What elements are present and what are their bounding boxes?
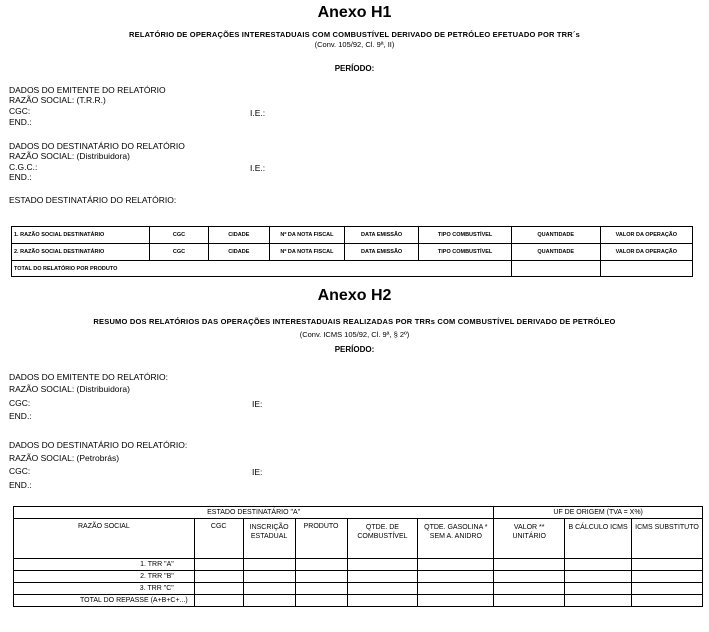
h1-cell-data: DATA EMISSÃO (344, 244, 419, 261)
h1-table-row (12, 227, 693, 244)
h1-emitente-razao: RAZÃO SOCIAL: (T.R.R.) (9, 95, 106, 105)
h2-destinatario-heading: DADOS DO DESTINATÁRIO DO RELATÓRIO: (9, 440, 188, 450)
h2-emitente-razao: RAZÃO SOCIAL: (Distribuidora) (9, 384, 130, 394)
h1-cell-razao: 1. RAZÃO SOCIAL DESTINATÁRIO (12, 227, 150, 244)
h2-header-inscricao: INSCRIÇÃO ESTADUAL (243, 519, 295, 559)
h2-periodo: PERÍODO: (334, 345, 375, 354)
h2-header-razao: RAZÃO SOCIAL (14, 519, 195, 559)
h2-destinatario-razao: RAZÃO SOCIAL: (Petrobrás) (9, 453, 120, 463)
h2-group-estado: ESTADO DESTINATÁRIO "A" (14, 507, 494, 519)
h2-destinatario-ie: IE: (252, 467, 263, 477)
h2-header-cgc: CGC (194, 519, 243, 559)
h1-cell-total-valor (600, 261, 692, 277)
h1-cell-quantidade: QUANTIDADE (511, 227, 600, 244)
h2-emitente-cgc: CGC: (9, 398, 31, 408)
h2-row-label: 2. TRR "B" (14, 571, 195, 583)
h1-cell-data: DATA EMISSÃO (344, 227, 419, 244)
h1-cell-valor: VALOR DA OPERAÇÃO (600, 227, 692, 244)
h1-cell-tipo: TIPO COMBUSTÍVEL (419, 244, 511, 261)
h1-emitente-ie: I.E.: (250, 108, 266, 118)
h1-cell-cidade: CIDADE (208, 227, 270, 244)
h2-table-group-row (14, 507, 703, 519)
h2-table-header-row (14, 519, 703, 559)
h2-emitente-heading: DADOS DO EMITENTE DO RELATÓRIO: (9, 372, 168, 382)
h2-header-produto: PRODUTO (295, 519, 347, 559)
h2-table-total-row (14, 595, 703, 607)
h2-header-base-calculo: B CÁLCULO ICMS (565, 519, 632, 559)
h2-summary-table (13, 506, 703, 607)
h1-emitente-cgc: CGC: (9, 106, 31, 116)
h1-cell-total-label: TOTAL DO RELATÓRIO POR PRODUTO (12, 261, 512, 277)
h1-operations-table (11, 226, 693, 277)
h1-cell-tipo: TIPO COMBUSTÍVEL (419, 227, 511, 244)
h2-destinatario-cgc: CGC: (9, 466, 31, 476)
h2-row-label: 3. TRR "C" (14, 583, 195, 595)
h2-emitente-ie: IE: (252, 399, 263, 409)
h2-conv: (Conv. ICMS 105/92, Cl. 9ª, § 2º) (299, 330, 410, 339)
h1-cell-cidade: CIDADE (208, 244, 270, 261)
h2-header-valor-unitario: VALOR ** UNITÁRIO (494, 519, 565, 559)
h1-title: Anexo H1 (317, 4, 392, 21)
h1-conv: (Conv. 105/92, Cl. 9ª, II) (314, 40, 395, 49)
h1-emitente-heading: DADOS DO EMITENTE DO RELATÓRIO (9, 85, 166, 95)
h2-header-icms-substituto: ICMS SUBSTITUTO (632, 519, 703, 559)
h1-table-total-row (12, 261, 693, 277)
h1-cell-razao: 2. RAZÃO SOCIAL DESTINATÁRIO (12, 244, 150, 261)
h2-row-label: 1. TRR "A" (14, 559, 195, 571)
h1-table-row (12, 244, 693, 261)
h1-estado-destinatario: ESTADO DESTINATÁRIO DO RELATÓRIO: (9, 195, 177, 205)
h1-destinatario-ie: I.E.: (250, 163, 266, 173)
h2-header-qtde-combustivel: QTDE. DE COMBUSTÍVEL (347, 519, 418, 559)
h1-destinatario-razao: RAZÃO SOCIAL: (Distribuidora) (9, 151, 130, 161)
h1-destinatario-heading: DADOS DO DESTINATÁRIO DO RELATÓRIO (9, 141, 185, 151)
h2-table-row (14, 559, 703, 571)
h2-group-uf-origem: UF DE ORIGEM (TVA = X%) (494, 507, 703, 519)
h2-subtitle: RESUMO DOS RELATÓRIOS DAS OPERAÇÕES INTERESTADUAIS REALIZADAS POR TRRs COM COMBUSTÍVEL DERIVADO DE PETRÓLEO (93, 317, 616, 326)
h1-destinatario-cgc: C.G.C.: (9, 162, 38, 172)
h1-subtitle: RELATÓRIO DE OPERAÇÕES INTERESTADUAIS COM COMBUSTÍVEL DERIVADO DE PETRÓLEO EFETUADO POR TRR´s (129, 30, 580, 39)
h2-destinatario-end: END.: (9, 480, 32, 490)
h2-table-row (14, 571, 703, 583)
h1-periodo: PERÍODO: (334, 64, 375, 73)
h1-cell-nota: Nº DA NOTA FISCAL (270, 244, 345, 261)
h2-header-qtde-gasolina: QTDE. GASOLINA * SEM A. ANIDRO (418, 519, 494, 559)
h1-cell-cgc: CGC (150, 244, 208, 261)
h2-title: Anexo H2 (317, 287, 392, 304)
h1-cell-quantidade: QUANTIDADE (511, 244, 600, 261)
h2-emitente-end: END.: (9, 411, 32, 421)
h2-total-label: TOTAL DO REPASSE (A+B+C+...) (14, 595, 195, 607)
h1-destinatario-end: END.: (9, 172, 32, 182)
h2-table-row (14, 583, 703, 595)
h1-cell-nota: Nº DA NOTA FISCAL (270, 227, 345, 244)
h1-cell-cgc: CGC (150, 227, 208, 244)
h1-cell-total-quantidade (511, 261, 600, 277)
h1-emitente-end: END.: (9, 117, 32, 127)
h1-cell-valor: VALOR DA OPERAÇÃO (600, 244, 692, 261)
